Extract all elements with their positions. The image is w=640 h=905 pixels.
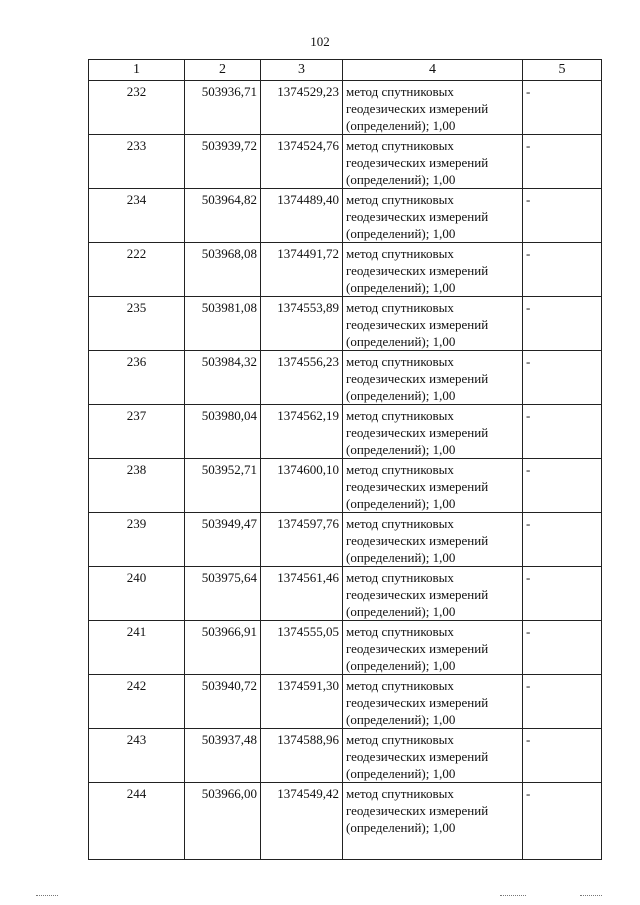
method-cell (343, 351, 523, 405)
table-row (89, 459, 602, 513)
header-row (89, 60, 602, 81)
note-cell: - (523, 459, 602, 513)
point-number-cell: 222 (89, 243, 185, 297)
table-row (89, 405, 602, 459)
method-cell (343, 459, 523, 513)
method-line: метод спутниковых (346, 408, 454, 423)
method-cell (343, 405, 523, 459)
x-coordinate-cell: 503939,72 (185, 135, 261, 189)
y-coordinate-cell: 1374588,96 (261, 729, 343, 783)
x-coordinate-cell: 503964,82 (185, 189, 261, 243)
table-row (89, 351, 602, 405)
table-row (89, 189, 602, 243)
table-row (89, 135, 602, 189)
point-number-cell: 241 (89, 621, 185, 675)
method-line: (определений); 1,00 (346, 658, 456, 673)
scan-mark (580, 895, 602, 897)
point-number-cell: 234 (89, 189, 185, 243)
method-line: геодезических измерений (346, 425, 489, 440)
x-coordinate-cell: 503975,64 (185, 567, 261, 621)
note-cell: - (523, 513, 602, 567)
method-cell (343, 513, 523, 567)
point-number-cell: 235 (89, 297, 185, 351)
method-line: метод спутниковых (346, 192, 454, 207)
note-cell: - (523, 621, 602, 675)
column-header-2: 2 (185, 60, 261, 81)
method-line: (определений); 1,00 (346, 226, 456, 241)
method-line: метод спутниковых (346, 570, 454, 585)
column-header-5: 5 (523, 60, 602, 81)
point-number-cell: 239 (89, 513, 185, 567)
x-coordinate-cell: 503966,91 (185, 621, 261, 675)
point-number-cell: 244 (89, 783, 185, 860)
table-row (89, 567, 602, 621)
scan-mark (36, 895, 58, 897)
method-line: (определений); 1,00 (346, 388, 456, 403)
table-body (89, 81, 602, 860)
method-line: геодезических измерений (346, 101, 489, 116)
method-cell (343, 135, 523, 189)
note-cell: - (523, 783, 602, 860)
note-cell: - (523, 351, 602, 405)
table-row (89, 675, 602, 729)
method-line: (определений); 1,00 (346, 604, 456, 619)
method-line: геодезических измерений (346, 533, 489, 548)
method-line: (определений); 1,00 (346, 172, 456, 187)
x-coordinate-cell: 503940,72 (185, 675, 261, 729)
method-line: (определений); 1,00 (346, 334, 456, 349)
method-line: геодезических измерений (346, 317, 489, 332)
note-cell: - (523, 405, 602, 459)
note-cell: - (523, 297, 602, 351)
note-cell: - (523, 135, 602, 189)
method-line: метод спутниковых (346, 624, 454, 639)
table-row (89, 621, 602, 675)
table-row (89, 81, 602, 135)
method-line: метод спутниковых (346, 462, 454, 477)
method-line: метод спутниковых (346, 138, 454, 153)
y-coordinate-cell: 1374561,46 (261, 567, 343, 621)
method-line: метод спутниковых (346, 246, 454, 261)
method-cell (343, 189, 523, 243)
point-number-cell: 237 (89, 405, 185, 459)
method-line: (определений); 1,00 (346, 496, 456, 511)
method-line: геодезических измерений (346, 479, 489, 494)
method-line: геодезических измерений (346, 641, 489, 656)
y-coordinate-cell: 1374491,72 (261, 243, 343, 297)
method-line: метод спутниковых (346, 516, 454, 531)
note-cell: - (523, 567, 602, 621)
table-row (89, 513, 602, 567)
method-cell (343, 243, 523, 297)
x-coordinate-cell: 503952,71 (185, 459, 261, 513)
method-line: геодезических измерений (346, 155, 489, 170)
method-line: геодезических измерений (346, 695, 489, 710)
x-coordinate-cell: 503966,00 (185, 783, 261, 860)
y-coordinate-cell: 1374549,42 (261, 783, 343, 860)
method-cell (343, 567, 523, 621)
note-cell: - (523, 189, 602, 243)
column-header-1: 1 (89, 60, 185, 81)
x-coordinate-cell: 503936,71 (185, 81, 261, 135)
x-coordinate-cell: 503937,48 (185, 729, 261, 783)
method-line: метод спутниковых (346, 354, 454, 369)
x-coordinate-cell: 503981,08 (185, 297, 261, 351)
y-coordinate-cell: 1374562,19 (261, 405, 343, 459)
note-cell: - (523, 81, 602, 135)
footer-scan-marks (0, 895, 640, 901)
method-cell (343, 621, 523, 675)
point-number-cell: 238 (89, 459, 185, 513)
table-header (89, 60, 602, 81)
method-line: (определений); 1,00 (346, 712, 456, 727)
method-cell (343, 297, 523, 351)
table-row (89, 729, 602, 783)
x-coordinate-cell: 503968,08 (185, 243, 261, 297)
y-coordinate-cell: 1374600,10 (261, 459, 343, 513)
method-line: метод спутниковых (346, 84, 454, 99)
method-cell (343, 729, 523, 783)
table-row (89, 783, 602, 860)
method-line: метод спутниковых (346, 732, 454, 747)
x-coordinate-cell: 503949,47 (185, 513, 261, 567)
y-coordinate-cell: 1374553,89 (261, 297, 343, 351)
y-coordinate-cell: 1374489,40 (261, 189, 343, 243)
method-line: (определений); 1,00 (346, 820, 456, 835)
note-cell: - (523, 675, 602, 729)
method-line: геодезических измерений (346, 803, 489, 818)
method-line: геодезических измерений (346, 371, 489, 386)
method-line: (определений); 1,00 (346, 118, 456, 133)
y-coordinate-cell: 1374591,30 (261, 675, 343, 729)
method-line: метод спутниковых (346, 300, 454, 315)
method-line: геодезических измерений (346, 263, 489, 278)
method-line: (определений); 1,00 (346, 550, 456, 565)
point-number-cell: 232 (89, 81, 185, 135)
y-coordinate-cell: 1374524,76 (261, 135, 343, 189)
y-coordinate-cell: 1374556,23 (261, 351, 343, 405)
method-line: (определений); 1,00 (346, 280, 456, 295)
x-coordinate-cell: 503984,32 (185, 351, 261, 405)
method-line: (определений); 1,00 (346, 766, 456, 781)
x-coordinate-cell: 503980,04 (185, 405, 261, 459)
column-header-4: 4 (343, 60, 523, 81)
y-coordinate-cell: 1374555,05 (261, 621, 343, 675)
point-number-cell: 233 (89, 135, 185, 189)
point-number-cell: 236 (89, 351, 185, 405)
table-row (89, 243, 602, 297)
table-row (89, 297, 602, 351)
method-line: геодезических измерений (346, 749, 489, 764)
point-number-cell: 243 (89, 729, 185, 783)
column-header-3: 3 (261, 60, 343, 81)
note-cell: - (523, 729, 602, 783)
method-line: метод спутниковых (346, 678, 454, 693)
coordinates-table (88, 59, 602, 860)
point-number-cell: 242 (89, 675, 185, 729)
method-line: геодезических измерений (346, 209, 489, 224)
method-line: (определений); 1,00 (346, 442, 456, 457)
y-coordinate-cell: 1374597,76 (261, 513, 343, 567)
scan-mark (500, 895, 526, 897)
method-line: метод спутниковых (346, 786, 454, 801)
point-number-cell: 240 (89, 567, 185, 621)
method-cell (343, 675, 523, 729)
method-cell (343, 783, 523, 860)
page-number: 102 (310, 34, 330, 49)
method-cell (343, 81, 523, 135)
y-coordinate-cell: 1374529,23 (261, 81, 343, 135)
method-line: геодезических измерений (346, 587, 489, 602)
note-cell: - (523, 243, 602, 297)
